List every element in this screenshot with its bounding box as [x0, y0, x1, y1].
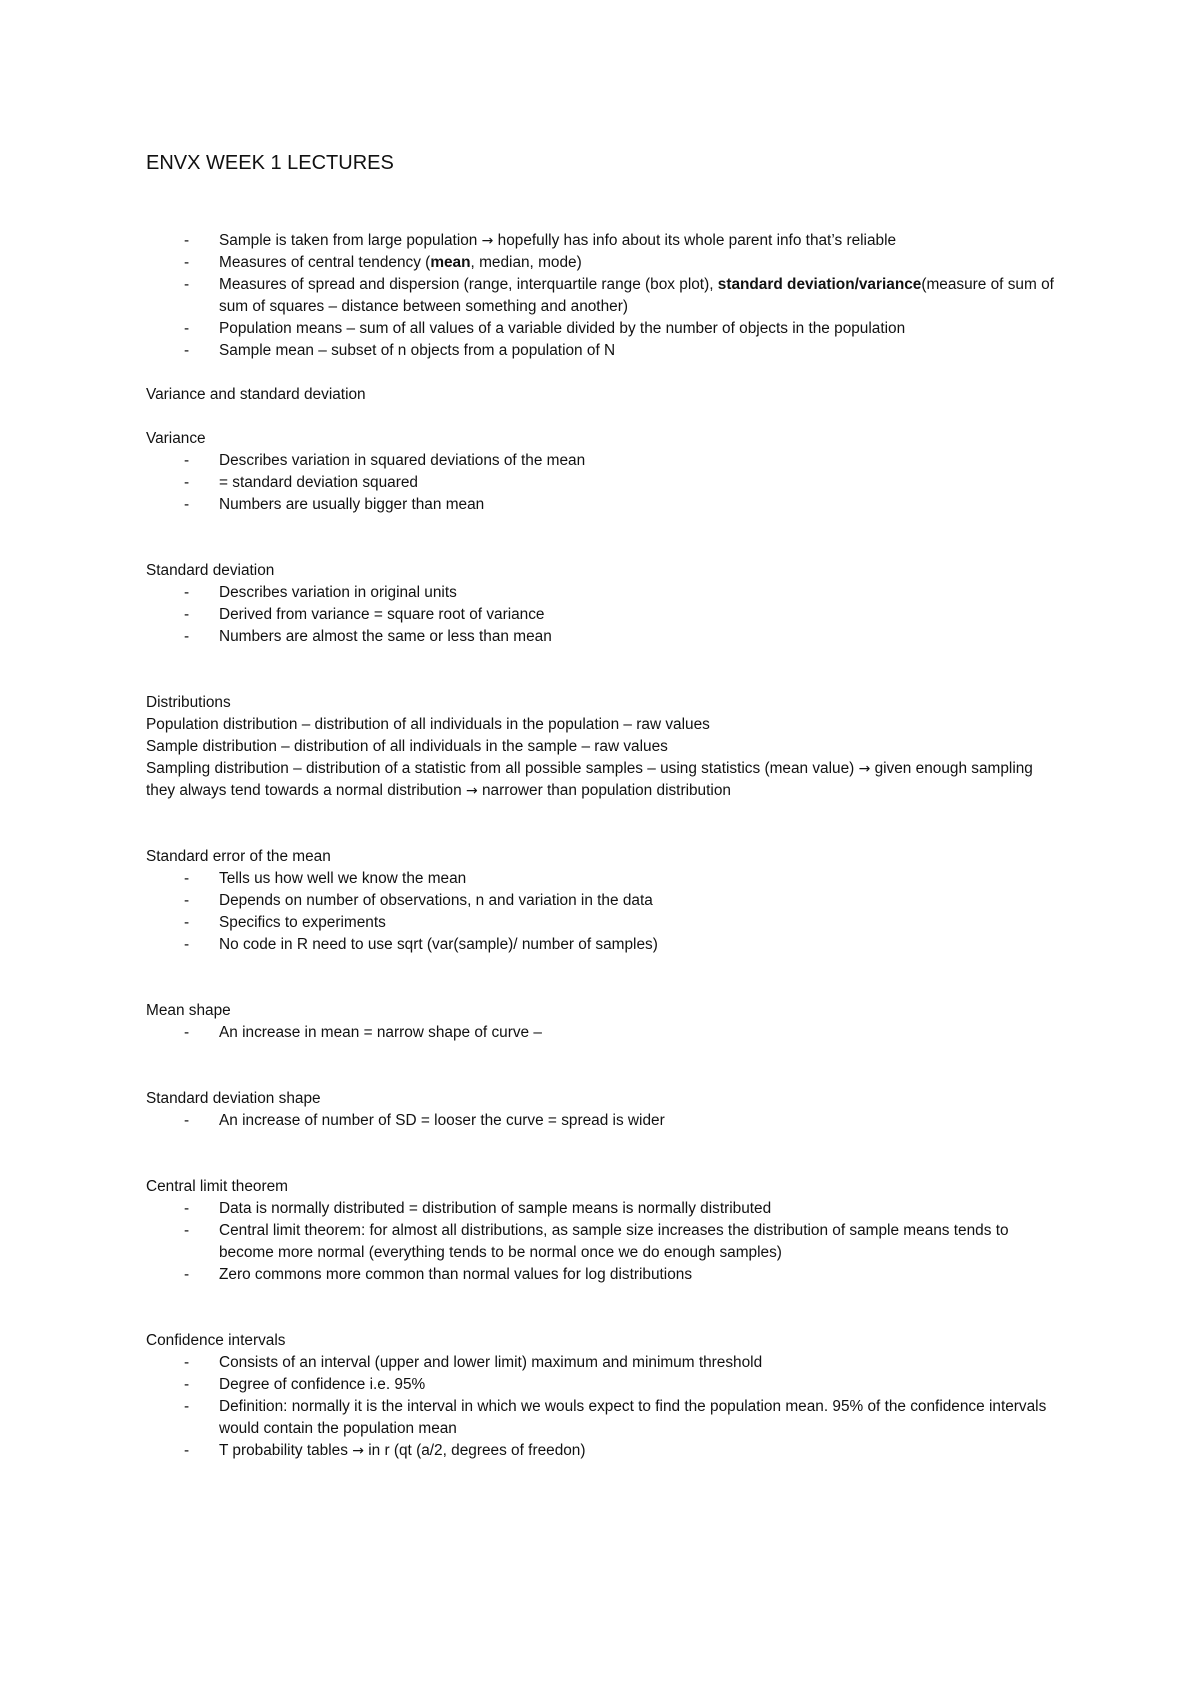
- list-item: - Population means – sum of all values of a variable divided by the number of objects in the population: [184, 320, 906, 337]
- section-heading-distributions: Distributions: [146, 694, 231, 711]
- paragraph: Sampling distribution – distribution of a statistic from all possible samples – using statistics (mean value) → given enough sampling they always tend towards a normal distribution → narrower than population distribution: [146, 760, 1033, 799]
- list-item: - Consists of an interval (upper and lower limit) maximum and minimum threshold: [184, 1354, 763, 1371]
- section-heading-mean-shape: Mean shape: [146, 1002, 231, 1019]
- list-item: - Depends on number of observations, n and variation in the data: [184, 892, 653, 909]
- section-heading-ci: Confidence intervals: [146, 1332, 286, 1349]
- paragraph: Population distribution – distribution of all individuals in the population – raw values: [146, 716, 710, 733]
- ci-list: [146, 1352, 1066, 1462]
- variance-list: [146, 450, 1066, 516]
- mean-shape-list: [146, 1022, 1066, 1044]
- clt-list: [146, 1198, 1066, 1286]
- list-item: - Central limit theorem: for almost all distributions, as sample size increases the distribution of sample means tends to become more normal (everything tends to be normal once we do enough samples): [184, 1222, 1009, 1261]
- list-item: - An increase in mean = narrow shape of curve –: [184, 1024, 542, 1041]
- intro-list: [146, 230, 1066, 362]
- list-item: - = standard deviation squared: [184, 474, 418, 491]
- right-arrow-icon: →: [858, 761, 871, 777]
- document-content: [146, 150, 1066, 1462]
- section-heading-variance-sd: Variance and standard deviation: [146, 386, 366, 403]
- document-title: ENVX WEEK 1 LECTURES: [146, 152, 394, 174]
- section-heading-sd-shape: Standard deviation shape: [146, 1090, 321, 1107]
- list-item: - Describes variation in squared deviations of the mean: [184, 452, 586, 469]
- right-arrow-icon: →: [465, 783, 478, 799]
- list-item: - Definition: normally it is the interval in which we wouls expect to find the population mean. 95% of the confidence intervals would contain the population mean: [184, 1398, 1047, 1437]
- sd-list: [146, 582, 1066, 648]
- list-item: - Derived from variance = square root of variance: [184, 606, 545, 623]
- section-heading-standard-deviation: Standard deviation: [146, 562, 275, 579]
- list-item: - Data is normally distributed = distribution of sample means is normally distributed: [184, 1200, 772, 1217]
- list-item: - Tells us how well we know the mean: [184, 870, 467, 887]
- section-heading-variance: Variance: [146, 430, 206, 447]
- list-item: - Degree of confidence i.e. 95%: [184, 1376, 426, 1393]
- section-heading-clt: Central limit theorem: [146, 1178, 288, 1195]
- sem-list: [146, 868, 1066, 956]
- right-arrow-icon: →: [481, 233, 494, 249]
- list-item: - Specifics to experiments: [184, 914, 386, 931]
- list-item: - Measures of central tendency (mean, median, mode): [184, 254, 582, 271]
- list-item: - T probability tables → in r (qt (a/2, degrees of freedon): [184, 1442, 586, 1459]
- paragraph: Sample distribution – distribution of all individuals in the sample – raw values: [146, 738, 668, 755]
- list-item: - Numbers are almost the same or less than mean: [184, 628, 552, 645]
- right-arrow-icon: →: [352, 1443, 364, 1459]
- section-heading-sem: Standard error of the mean: [146, 848, 331, 865]
- list-item: - Describes variation in original units: [184, 584, 457, 601]
- sd-shape-list: [146, 1110, 1066, 1132]
- list-item: - Numbers are usually bigger than mean: [184, 496, 485, 513]
- list-item: - An increase of number of SD = looser the curve = spread is wider: [184, 1112, 665, 1129]
- list-item: - Zero commons more common than normal values for log distributions: [184, 1266, 693, 1283]
- list-item: - Measures of spread and dispersion (range, interquartile range (box plot), standard deviation/variance(measure of sum of sum of squares – distance between something and another): [184, 276, 1054, 315]
- list-item: - Sample is taken from large population → hopefully has info about its whole parent info that’s reliable: [184, 232, 897, 249]
- list-item: - No code in R need to use sqrt (var(sample)/ number of samples): [184, 936, 658, 953]
- list-item: - Sample mean – subset of n objects from a population of N: [184, 342, 616, 359]
